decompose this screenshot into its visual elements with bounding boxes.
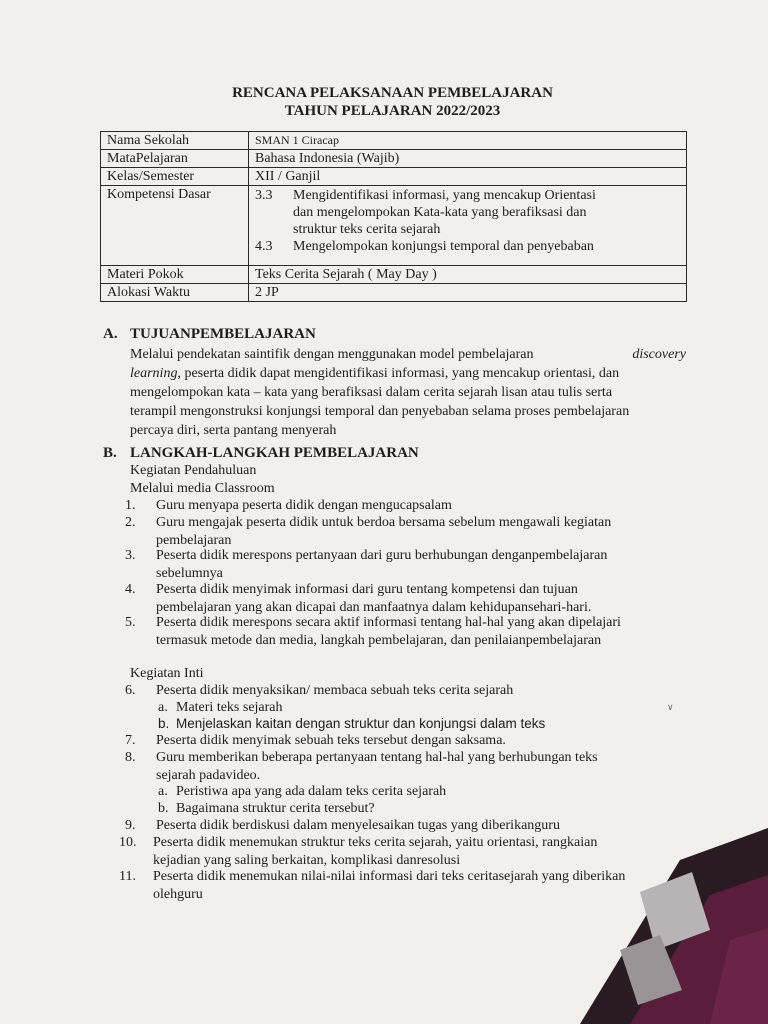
sub-list-item: a. Materi teks sejarah <box>158 700 283 715</box>
kd-number: 3.3 <box>255 188 273 203</box>
table-row <box>101 168 687 186</box>
kd-line: Mengelompokan konjungsi temporal dan penyebaban <box>293 239 594 254</box>
list-item: 3. Peserta didik merespons pertanyaan dari guru berhubungan denganpembelajaran sebelumnya <box>125 548 608 581</box>
kd-number: 4.3 <box>255 239 273 254</box>
media-line: Melalui media Classroom <box>130 481 275 496</box>
sub-list-item: b. Bagaimana struktur cerita tersebut? <box>158 801 375 816</box>
section-a-paragraph: Melalui pendekatan saintifik dengan menggunakan model pembelajaran discovery learning, peserta didik dapat mengidentifikasi informasi, yang mencakup orientasi, dan mengelompokan kata – kata yang berafiksasi dalam cerita sejarah lisan atau tulis serta terampil mengonstruksi konjungsi temporal dan penyebaban selama proses pembelajaran percaya diri, serta pantang menyerah <box>130 347 686 438</box>
list-item: 6. Peserta didik menyaksikan/ membaca sebuah teks cerita sejarah <box>125 683 514 698</box>
list-item: 2. Guru mengajak peserta didik untuk berdoa bersama sebelum mengawali kegiatan pembelajaran <box>125 515 612 548</box>
list-item: 1. Guru menyapa peserta didik dengan mengucapsalam <box>125 498 452 513</box>
value-materi-pokok: Teks Cerita Sejarah ( May Day ) <box>249 266 687 284</box>
table-row <box>101 266 687 284</box>
kd-line: Mengidentifikasi informasi, yang mencakup Orientasi <box>293 188 596 203</box>
value-alokasi-waktu: 2 JP <box>249 284 687 302</box>
sub-list-item: a. Peristiwa apa yang ada dalam teks cerita sejarah <box>158 784 447 799</box>
sub-list-item: b. Menjelaskan kaitan dengan struktur dan konjungsi dalam teks <box>158 716 546 731</box>
info-table <box>100 131 687 302</box>
label-alokasi-waktu: Alokasi Waktu <box>101 284 249 302</box>
label-nama-sekolah: Nama Sekolah <box>101 132 249 150</box>
label-kelas-semester: Kelas/Semester <box>101 168 249 186</box>
kd-item-3-3 <box>255 187 680 238</box>
kd-line: struktur teks cerita sejarah <box>293 222 441 237</box>
list-item: 4. Peserta didik menyimak informasi dari guru tentang kompetensi dan tujuan pembelajaran yang akan dicapai dan manfaatnya dalam kehidupansehari-hari. <box>125 582 592 615</box>
kd-line: dan mengelompokan Kata-kata yang berafiksasi dan <box>293 205 587 220</box>
section-a-heading: A. TUJUANPEMBELAJARAN <box>103 326 316 342</box>
table-row <box>101 186 687 266</box>
value-nama-sekolah: SMAN 1 Ciracap <box>249 132 687 150</box>
kegiatan-pendahuluan-title: Kegiatan Pendahuluan <box>130 463 257 478</box>
scan-speck: ∨ <box>667 702 674 712</box>
list-item: 11. Peserta didik menemukan nilai-nilai informasi dari teks ceritasejarah yang diberikan olehguru <box>119 869 626 902</box>
value-kompetensi-dasar <box>249 186 687 266</box>
label-materi-pokok: Materi Pokok <box>101 266 249 284</box>
list-item: 8. Guru memberikan beberapa pertanyaan tentang hal-hal yang berhubungan teks sejarah padavideo. <box>125 750 598 783</box>
list-item: 9. Peserta didik berdiskusi dalam menyelesaikan tugas yang diberikanguru <box>125 818 560 833</box>
kd-item-4-3 <box>255 238 680 255</box>
kegiatan-inti-title: Kegiatan Inti <box>130 666 204 681</box>
list-item: 7. Peserta didik menyimak sebuah teks tersebut dengan saksama. <box>125 733 506 748</box>
table-row <box>101 150 687 168</box>
document-title-line2: TAHUN PELAJARAN 2022/2023 <box>284 103 501 119</box>
section-b-heading: B. LANGKAH-LANGKAH PEMBELAJARAN <box>103 445 419 461</box>
corner-decoration <box>560 800 768 1024</box>
list-item: 10. Peserta didik menemukan struktur teks cerita sejarah, yaitu orientasi, rangkaian kejadian yang saling berkaitan, komplikasi danresolusi <box>119 835 598 868</box>
document-title-line1: RENCANA PELAKSANAAN PEMBELAJARAN <box>232 85 553 101</box>
value-mata-pelajaran: Bahasa Indonesia (Wajib) <box>249 150 687 168</box>
table-row <box>101 284 687 302</box>
table-row <box>101 132 687 150</box>
list-item: 5. Peserta didik merespons secara aktif informasi tentang hal-hal yang akan dipelajari termasuk metode dan media, langkah pembelajaran, dan penilaianpembelajaran <box>125 615 621 648</box>
label-mata-pelajaran: MataPelajaran <box>101 150 249 168</box>
label-kompetensi-dasar: Kompetensi Dasar <box>101 186 249 266</box>
value-kelas-semester: XII / Ganjil <box>249 168 687 186</box>
